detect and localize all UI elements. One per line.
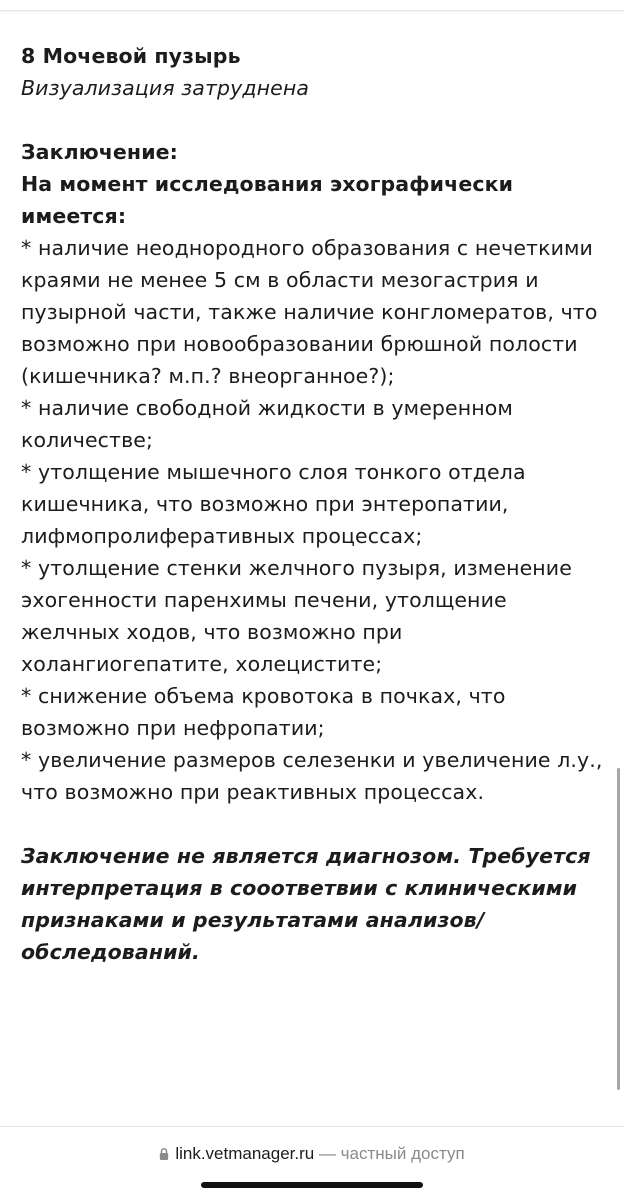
finding-item: * увеличение размеров селезенки и увеличение л.у., что возможно при реактивных процессах. bbox=[21, 748, 603, 804]
url-access-label: — частный доступ bbox=[314, 1144, 465, 1163]
top-toolbar-edge bbox=[0, 0, 624, 11]
url-display[interactable] bbox=[0, 1144, 624, 1166]
url-domain: link.vetmanager.ru bbox=[175, 1144, 315, 1163]
disclaimer-text: Заключение не является диагнозом. Требуется интерпретация в сооответвии с клиническими признаками и результатами анализов/обследований. bbox=[21, 844, 591, 964]
vertical-scrollbar[interactable] bbox=[617, 768, 620, 1090]
finding-item: * снижение объема кровотока в почках, что возможно при нефропатии; bbox=[21, 684, 506, 740]
blank-line bbox=[21, 104, 611, 136]
document-body bbox=[21, 40, 611, 968]
lock-icon bbox=[159, 1146, 169, 1166]
section-note: Визуализация затруднена bbox=[21, 76, 309, 100]
conclusion-subheading: На момент исследования эхографически имеется: bbox=[21, 172, 514, 228]
blank-line bbox=[21, 808, 611, 840]
home-indicator[interactable] bbox=[201, 1182, 423, 1188]
finding-item: * утолщение стенки желчного пузыря, изменение эхогенности паренхимы печени, утолщение желчных ходов, что возможно при холангиогепатите, холецистите; bbox=[21, 556, 572, 676]
finding-item: * наличие свободной жидкости в умеренном количестве; bbox=[21, 396, 513, 452]
finding-item: * утолщение мышечного слоя тонкого отдела кишечника, что возможно при энтеропатии, лифмопролиферативных процессах; bbox=[21, 460, 526, 548]
finding-item: * наличие неоднородного образования с нечеткими краями не менее 5 см в области мезогастрия и пузырной части, также наличие конгломератов, что возможно при новообразовании брюшной полости (кишечника? м.п.? внеорганное?); bbox=[21, 236, 598, 388]
conclusion-heading: Заключение: bbox=[21, 140, 178, 164]
section-heading: 8 Мочевой пузырь bbox=[21, 44, 241, 68]
browser-address-bar[interactable] bbox=[0, 1126, 624, 1201]
